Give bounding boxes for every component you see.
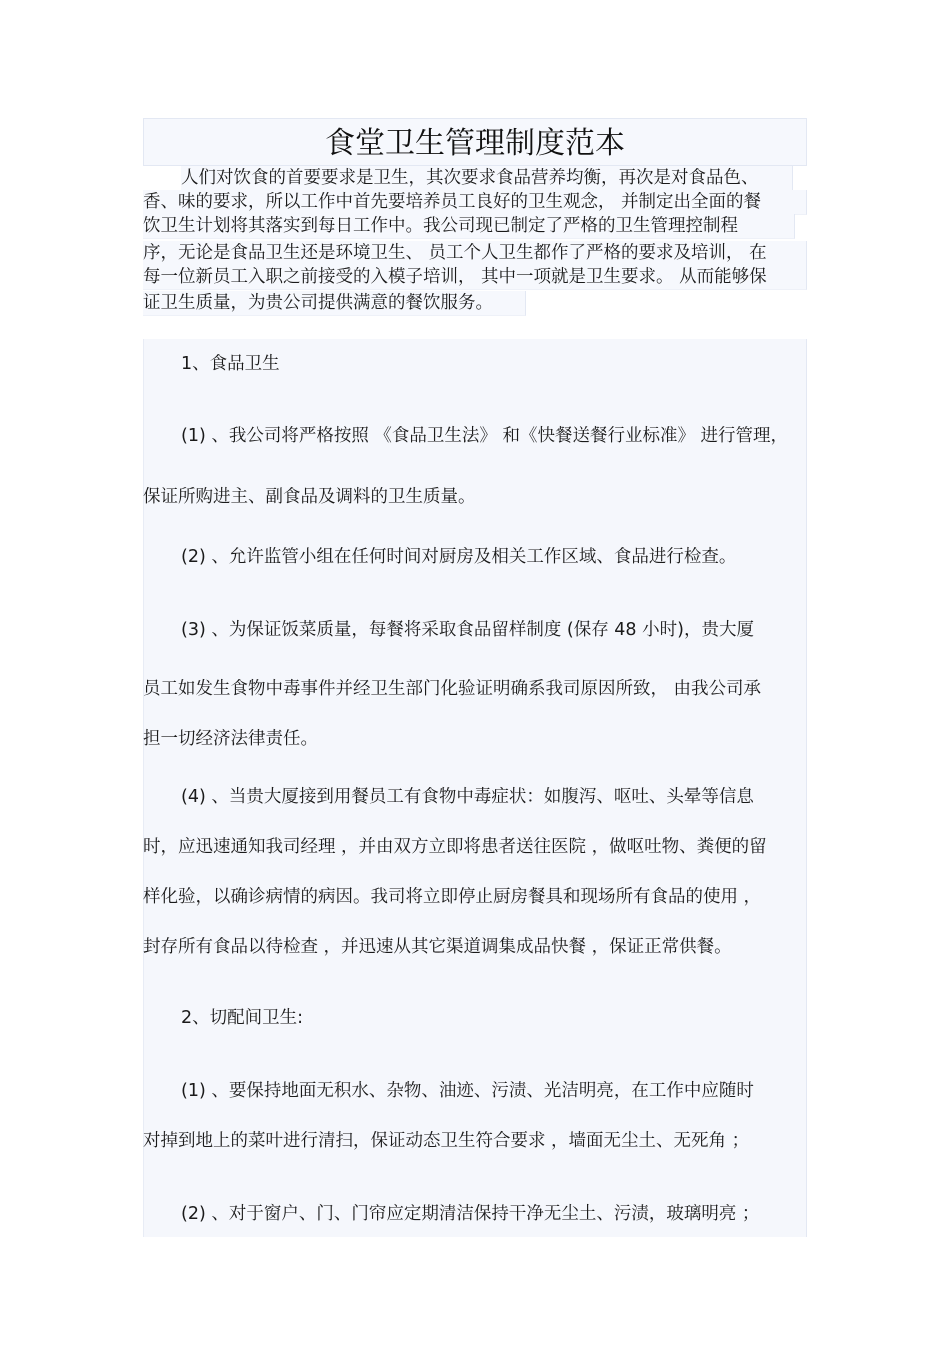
body-line: 担一切经济法律责任。 <box>143 729 318 749</box>
intro-line: 香、味的要求，所以工作中首先要培养员工良好的卫生观念， 并制定出全面的餐 <box>143 190 807 215</box>
body-line: 时，应迅速通知我司经理 ，并由双方立即将患者送往医院 ，做呕吐物、粪便的留 <box>143 837 767 857</box>
body-line: (2) 、允许监管小组在任何时间对厨房及相关工作区域、食品进行检查。 <box>181 547 737 567</box>
body-line: (3) 、为保证饭菜质量，每餐将采取食品留样制度 (保存 48 小时)，贵大厦 <box>181 620 754 640</box>
body-line: 对掉到地上的菜叶进行清扫，保证动态卫生符合要求 ，墙面无尘土、无死角 ； <box>143 1131 750 1151</box>
body-line: 样化验，以确诊病情的病因。我司将立即停止厨房餐具和现场所有食品的使用 ， <box>143 887 762 907</box>
intro-line: 饮卫生计划将其落实到每日工作中。我公司现已制定了严格的卫生管理控制程 <box>143 214 795 239</box>
body-line: 封存所有食品以待检查 ，并迅速从其它渠道调集成品快餐 ，保证正常供餐。 <box>143 937 732 957</box>
body-line: (1) 、要保持地面无积水、杂物、油迹、污渍、光洁明亮，在工作中应随时 <box>181 1081 754 1101</box>
intro-line: 每一位新员工入职之前接受的入模子培训， 其中一项就是卫生要求。 从而能够保 <box>143 265 807 290</box>
intro-line: 人们对饮食的首要要求是卫生，其次要求食品营养均衡，再次是对食品色、 <box>181 166 793 191</box>
body-line: (4) 、当贵大厦接到用餐员工有食物中毒症状：如腹泻、呕吐、头晕等信息 <box>181 787 754 807</box>
section-heading: 2、切配间卫生: <box>181 1008 304 1028</box>
body-line: 员工如发生食物中毒事件并经卫生部门化验证明确系我司原因所致， 由我公司承 <box>143 679 762 699</box>
intro-line: 证卫生质量，为贵公司提供满意的餐饮服务。 <box>143 291 526 316</box>
body-line: (1) 、我公司将严格按照 《食品卫生法》 和《快餐送餐行业标准》 进行管理， <box>181 426 789 446</box>
page-title: 食堂卫生管理制度范本 <box>143 118 807 166</box>
body-line: (2) 、对于窗户、门、门帘应定期清洁保持干净无尘土、污渍，玻璃明亮 ； <box>181 1204 760 1224</box>
body-line: 保证所购进主、副食品及调料的卫生质量。 <box>143 487 476 507</box>
intro-line: 序，无论是食品卫生还是环境卫生、 员工个人卫生都作了严格的要求及培训， 在 <box>143 241 807 266</box>
section-heading: 1、食品卫生 <box>181 354 280 374</box>
